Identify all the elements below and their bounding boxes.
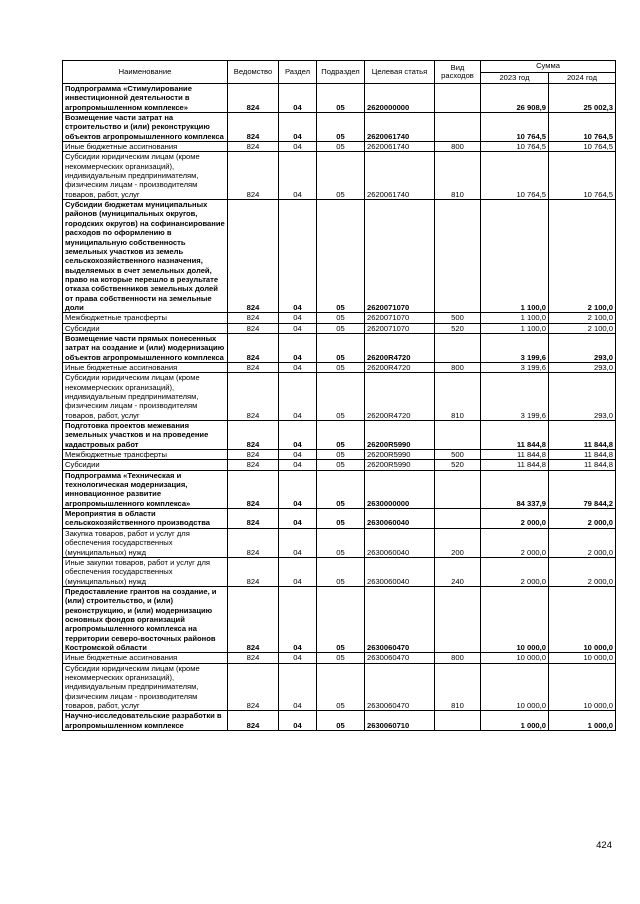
cell-podrazdel: 05 (317, 84, 365, 113)
cell-vid-raskhodov: 810 (435, 663, 481, 711)
table-row (63, 663, 616, 711)
cell-sum-2023: 26 908,9 (481, 84, 549, 113)
cell-name: Иные закупки товаров, работ и услуг для обеспечения государственных (муниципальных) нужд (63, 557, 228, 586)
table-row (63, 421, 616, 450)
cell-razdel: 04 (279, 528, 317, 557)
col-header-podrazdel: Подраздел (317, 61, 365, 84)
table-row (63, 313, 616, 323)
page-number: 424 (596, 840, 612, 851)
cell-vedomstvo: 824 (228, 653, 279, 663)
cell-razdel: 04 (279, 373, 317, 421)
cell-name: Иные бюджетные ассигнования (63, 653, 228, 663)
cell-celevaya-statya: 26200R4720 (365, 362, 435, 372)
cell-celevaya-statya: 26200R4720 (365, 333, 435, 362)
cell-razdel: 04 (279, 450, 317, 460)
cell-celevaya-statya: 26200R5990 (365, 460, 435, 470)
cell-name: Иные бюджетные ассигнования (63, 142, 228, 152)
cell-sum-2023: 10 764,5 (481, 113, 549, 142)
cell-name: Межбюджетные трансферты (63, 450, 228, 460)
cell-name: Возмещение части прямых понесенных затрат на создание и (или) модернизацию объектов агропромышленного комплекса (63, 333, 228, 362)
col-header-razdel: Раздел (279, 61, 317, 84)
table-row (63, 333, 616, 362)
cell-sum-2023: 3 199,6 (481, 333, 549, 362)
cell-vid-raskhodov: 810 (435, 152, 481, 200)
cell-sum-2024: 11 844,8 (549, 450, 616, 460)
cell-sum-2024: 10 764,5 (549, 152, 616, 200)
cell-celevaya-statya: 2630060470 (365, 653, 435, 663)
cell-celevaya-statya: 2620071070 (365, 200, 435, 313)
cell-vedomstvo: 824 (228, 113, 279, 142)
cell-podrazdel: 05 (317, 313, 365, 323)
cell-vid-raskhodov (435, 509, 481, 529)
cell-podrazdel: 05 (317, 333, 365, 362)
cell-sum-2023: 10 000,0 (481, 586, 549, 652)
cell-name: Мероприятия в области сельскохозяйственного производства (63, 509, 228, 529)
cell-vedomstvo: 824 (228, 421, 279, 450)
table-row (63, 142, 616, 152)
cell-vid-raskhodov: 800 (435, 142, 481, 152)
table-row (63, 450, 616, 460)
cell-podrazdel: 05 (317, 586, 365, 652)
cell-podrazdel: 05 (317, 653, 365, 663)
cell-celevaya-statya: 2630060470 (365, 586, 435, 652)
cell-sum-2024: 2 000,0 (549, 509, 616, 529)
cell-name: Предоставление грантов на создание, и (или) строительство, и (или) реконструкцию, и (или) модернизацию основных фондов организаций агропромышленного комплекса на территории северо-восточных районов Костромской области (63, 586, 228, 652)
cell-sum-2023: 10 000,0 (481, 653, 549, 663)
cell-sum-2023: 11 844,8 (481, 460, 549, 470)
cell-sum-2024: 10 764,5 (549, 113, 616, 142)
cell-name: Субсидии юридическим лицам (кроме некоммерческих организаций), индивидуальным предпринимателям, физическим лицам - производителям товаров, работ, услуг (63, 373, 228, 421)
cell-podrazdel: 05 (317, 373, 365, 421)
col-header-vedomstvo: Ведомство (228, 61, 279, 84)
table-row (63, 362, 616, 372)
cell-vid-raskhodov: 500 (435, 450, 481, 460)
cell-sum-2024: 10 000,0 (549, 663, 616, 711)
cell-celevaya-statya: 2630060040 (365, 557, 435, 586)
cell-sum-2023: 2 000,0 (481, 509, 549, 529)
table-row (63, 113, 616, 142)
cell-podrazdel: 05 (317, 362, 365, 372)
cell-sum-2023: 84 337,9 (481, 470, 549, 508)
cell-vid-raskhodov (435, 84, 481, 113)
cell-razdel: 04 (279, 663, 317, 711)
cell-celevaya-statya: 2620061740 (365, 113, 435, 142)
cell-razdel: 04 (279, 711, 317, 731)
cell-podrazdel: 05 (317, 460, 365, 470)
cell-razdel: 04 (279, 333, 317, 362)
header-row-1 (63, 61, 616, 73)
cell-name: Подпрограмма «Стимулирование инвестиционной деятельности в агропромышленном комплексе» (63, 84, 228, 113)
cell-celevaya-statya: 2620061740 (365, 142, 435, 152)
cell-vedomstvo: 824 (228, 586, 279, 652)
col-header-celevaya: Целевая статья (365, 61, 435, 84)
cell-podrazdel: 05 (317, 142, 365, 152)
cell-razdel: 04 (279, 557, 317, 586)
cell-sum-2023: 10 000,0 (481, 663, 549, 711)
col-header-summa: Сумма (481, 61, 616, 73)
cell-sum-2024: 79 844,2 (549, 470, 616, 508)
table-row (63, 509, 616, 529)
cell-sum-2024: 293,0 (549, 333, 616, 362)
cell-podrazdel: 05 (317, 113, 365, 142)
cell-razdel: 04 (279, 509, 317, 529)
cell-vedomstvo: 824 (228, 663, 279, 711)
cell-vedomstvo: 824 (228, 152, 279, 200)
cell-vid-raskhodov: 200 (435, 528, 481, 557)
cell-name: Субсидии юридическим лицам (кроме некоммерческих организаций), индивидуальным предпринимателям, физическим лицам - производителям товаров, работ, услуг (63, 663, 228, 711)
cell-sum-2024: 293,0 (549, 362, 616, 372)
cell-name: Субсидии юридическим лицам (кроме некоммерческих организаций), индивидуальным предпринимателям, физическим лицам - производителям товаров, работ, услуг (63, 152, 228, 200)
cell-celevaya-statya: 2630060040 (365, 528, 435, 557)
cell-razdel: 04 (279, 470, 317, 508)
budget-table (62, 60, 616, 731)
cell-vid-raskhodov: 800 (435, 362, 481, 372)
cell-podrazdel: 05 (317, 323, 365, 333)
cell-name: Иные бюджетные ассигнования (63, 362, 228, 372)
cell-celevaya-statya: 2620000000 (365, 84, 435, 113)
cell-podrazdel: 05 (317, 711, 365, 731)
cell-razdel: 04 (279, 460, 317, 470)
cell-sum-2023: 11 844,8 (481, 450, 549, 460)
table-header (63, 61, 616, 84)
cell-vid-raskhodov: 810 (435, 373, 481, 421)
cell-vid-raskhodov: 520 (435, 323, 481, 333)
table-row (63, 470, 616, 508)
cell-vid-raskhodov (435, 113, 481, 142)
cell-celevaya-statya: 2630000000 (365, 470, 435, 508)
cell-celevaya-statya: 26200R4720 (365, 373, 435, 421)
cell-sum-2024: 25 002,3 (549, 84, 616, 113)
cell-podrazdel: 05 (317, 470, 365, 508)
cell-vid-raskhodov: 800 (435, 653, 481, 663)
table-row (63, 152, 616, 200)
cell-name: Подготовка проектов межевания земельных участков и на проведение кадастровых работ (63, 421, 228, 450)
cell-razdel: 04 (279, 323, 317, 333)
cell-vedomstvo: 824 (228, 450, 279, 460)
cell-sum-2023: 10 764,5 (481, 142, 549, 152)
cell-celevaya-statya: 2620061740 (365, 152, 435, 200)
table-row (63, 557, 616, 586)
cell-celevaya-statya: 2630060710 (365, 711, 435, 731)
cell-celevaya-statya: 2630060470 (365, 663, 435, 711)
table-row (63, 460, 616, 470)
cell-razdel: 04 (279, 200, 317, 313)
cell-sum-2023: 3 199,6 (481, 362, 549, 372)
cell-razdel: 04 (279, 421, 317, 450)
cell-vid-raskhodov (435, 586, 481, 652)
col-header-year-2023: 2023 год (481, 72, 549, 84)
cell-celevaya-statya: 2620071070 (365, 313, 435, 323)
cell-podrazdel: 05 (317, 509, 365, 529)
cell-sum-2023: 10 764,5 (481, 152, 549, 200)
cell-name: Субсидии (63, 323, 228, 333)
cell-podrazdel: 05 (317, 200, 365, 313)
cell-vid-raskhodov (435, 711, 481, 731)
cell-sum-2024: 2 100,0 (549, 200, 616, 313)
cell-name: Субсидии (63, 460, 228, 470)
table-row (63, 200, 616, 313)
cell-vedomstvo: 824 (228, 711, 279, 731)
cell-sum-2024: 10 000,0 (549, 653, 616, 663)
col-header-year-2024: 2024 год (549, 72, 616, 84)
cell-vedomstvo: 824 (228, 142, 279, 152)
table-row (63, 323, 616, 333)
cell-razdel: 04 (279, 362, 317, 372)
cell-vedomstvo: 824 (228, 373, 279, 421)
cell-podrazdel: 05 (317, 450, 365, 460)
cell-vedomstvo: 824 (228, 84, 279, 113)
cell-name: Подпрограмма «Техническая и технологическая модернизация, инновационное развитие агропромышленного комплекса» (63, 470, 228, 508)
cell-podrazdel: 05 (317, 663, 365, 711)
cell-razdel: 04 (279, 586, 317, 652)
cell-sum-2023: 1 100,0 (481, 200, 549, 313)
cell-sum-2024: 1 000,0 (549, 711, 616, 731)
table-row (63, 711, 616, 731)
cell-vedomstvo: 824 (228, 528, 279, 557)
cell-vedomstvo: 824 (228, 509, 279, 529)
cell-razdel: 04 (279, 313, 317, 323)
cell-podrazdel: 05 (317, 557, 365, 586)
cell-podrazdel: 05 (317, 528, 365, 557)
cell-sum-2024: 10 764,5 (549, 142, 616, 152)
table-row (63, 653, 616, 663)
cell-sum-2023: 11 844,8 (481, 421, 549, 450)
cell-vedomstvo: 824 (228, 313, 279, 323)
cell-vedomstvo: 824 (228, 460, 279, 470)
cell-vid-raskhodov (435, 421, 481, 450)
cell-sum-2023: 3 199,6 (481, 373, 549, 421)
cell-razdel: 04 (279, 653, 317, 663)
cell-podrazdel: 05 (317, 152, 365, 200)
cell-sum-2023: 2 000,0 (481, 528, 549, 557)
cell-vid-raskhodov: 240 (435, 557, 481, 586)
cell-sum-2024: 11 844,8 (549, 460, 616, 470)
cell-sum-2024: 293,0 (549, 373, 616, 421)
cell-sum-2023: 1 100,0 (481, 313, 549, 323)
cell-razdel: 04 (279, 84, 317, 113)
cell-name: Возмещение части затрат на строительство и (или) реконструкцию объектов агропромышленного комплекса (63, 113, 228, 142)
cell-vedomstvo: 824 (228, 333, 279, 362)
cell-celevaya-statya: 26200R5990 (365, 421, 435, 450)
cell-vedomstvo: 824 (228, 200, 279, 313)
table-row (63, 84, 616, 113)
cell-podrazdel: 05 (317, 421, 365, 450)
cell-name: Научно-исследовательские разработки в агропромышленном комплексе (63, 711, 228, 731)
col-header-name: Наименование (63, 61, 228, 84)
cell-vid-raskhodov (435, 470, 481, 508)
cell-sum-2023: 1 100,0 (481, 323, 549, 333)
cell-sum-2024: 2 000,0 (549, 557, 616, 586)
cell-vid-raskhodov: 500 (435, 313, 481, 323)
cell-celevaya-statya: 2630060040 (365, 509, 435, 529)
cell-celevaya-statya: 26200R5990 (365, 450, 435, 460)
cell-vid-raskhodov (435, 333, 481, 362)
cell-sum-2023: 1 000,0 (481, 711, 549, 731)
cell-sum-2024: 2 000,0 (549, 528, 616, 557)
cell-razdel: 04 (279, 113, 317, 142)
cell-razdel: 04 (279, 152, 317, 200)
cell-razdel: 04 (279, 142, 317, 152)
cell-sum-2023: 2 000,0 (481, 557, 549, 586)
cell-name: Межбюджетные трансферты (63, 313, 228, 323)
cell-sum-2024: 11 844,8 (549, 421, 616, 450)
cell-vedomstvo: 824 (228, 557, 279, 586)
cell-sum-2024: 2 100,0 (549, 313, 616, 323)
cell-vedomstvo: 824 (228, 362, 279, 372)
cell-sum-2024: 2 100,0 (549, 323, 616, 333)
cell-vid-raskhodov (435, 200, 481, 313)
cell-sum-2024: 10 000,0 (549, 586, 616, 652)
cell-celevaya-statya: 2620071070 (365, 323, 435, 333)
cell-vedomstvo: 824 (228, 323, 279, 333)
table-body (63, 84, 616, 731)
cell-name: Субсидии бюджетам муниципальных районов (муниципальных округов, городских округов) на софинансирование расходов по оформлению в муниципальную собственность земельных участков из земель сельскохозяйственного назначения, выделяемых в счет земельных долей, право на которые перешло в результате отказа собственников земельных долей от права собственности на земельные доли (63, 200, 228, 313)
col-header-vid: Вид расходов (435, 61, 481, 84)
table-row (63, 528, 616, 557)
cell-name: Закупка товаров, работ и услуг для обеспечения государственных (муниципальных) нужд (63, 528, 228, 557)
table-row (63, 586, 616, 652)
cell-vid-raskhodov: 520 (435, 460, 481, 470)
cell-vedomstvo: 824 (228, 470, 279, 508)
table-row (63, 373, 616, 421)
